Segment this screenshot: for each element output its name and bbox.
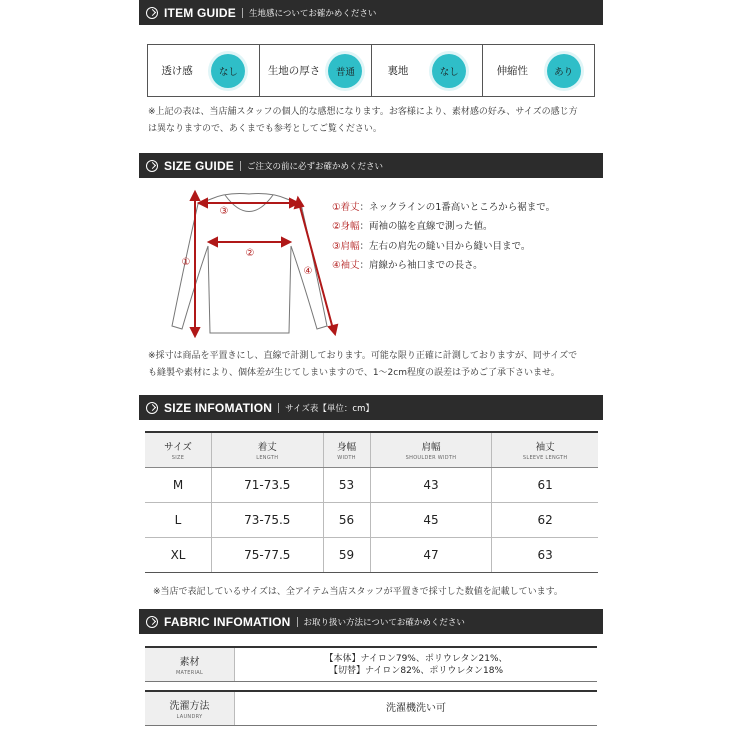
fabric-info-title: FABRIC INFOMATION [164, 614, 291, 629]
size-guide-title: SIZE GUIDE [164, 158, 235, 173]
point-width [332, 216, 600, 236]
point-sleeve [332, 255, 600, 275]
cell-width: 56 [323, 502, 370, 537]
size-info-note: ※当店で表記しているサイズは、全アイテム当店スタッフが平置きで採寸した数値を記載しています。 [153, 587, 563, 597]
point-key: ④袖丈 [332, 260, 360, 272]
point-shoulder [332, 235, 600, 255]
cell-length: 75-77.5 [212, 537, 323, 572]
guide-cell-lining [372, 45, 484, 96]
cell-sleeve: 61 [492, 467, 598, 502]
chevron-right-circle-icon [146, 402, 158, 414]
fabric-info-header [139, 609, 603, 634]
guide-badge: 普通 [328, 54, 362, 88]
guide-badge: なし [211, 54, 245, 88]
chevron-right-circle-icon [146, 616, 158, 628]
laundry-value: 洗濯機洗い可 [234, 692, 597, 725]
divider [240, 161, 241, 171]
note-line: は異なりますので、あくまでも参考としてご覧ください。 [148, 124, 382, 134]
material-label-en: MATERIAL [175, 670, 204, 676]
cell-size: M [145, 467, 212, 502]
point-text: ：肩線から袖口までの長さ。 [359, 260, 483, 272]
size-guide-header [139, 153, 603, 178]
size-table [145, 431, 598, 573]
point-key: ①着丈 [332, 201, 360, 213]
cell-length: 71-73.5 [212, 467, 323, 502]
material-line: 【切替】ナイロン82%、ポリウレタン18% [328, 665, 504, 676]
table-row [145, 467, 598, 502]
guide-cell-thickness [260, 45, 372, 96]
table-header-row [145, 432, 598, 467]
shirt-diagram [155, 186, 340, 338]
table-row [145, 502, 598, 537]
size-info-header [139, 395, 603, 420]
item-guide-table [147, 44, 595, 97]
guide-label: 透け感 [161, 65, 193, 77]
cell-size: XL [145, 537, 212, 572]
laundry-row [145, 690, 597, 726]
point-key: ③肩幅 [332, 240, 360, 252]
material-value [234, 648, 597, 681]
material-header [145, 648, 234, 681]
cell-sleeve: 63 [492, 537, 598, 572]
divider [297, 617, 298, 627]
note-line: も縫製や素材により、個体差が生じてしまいますので、1～2cm程度の誤差は予めご了承下さいませ。 [148, 368, 560, 378]
size-info-title: SIZE INFOMATION [164, 400, 273, 415]
guide-cell-stretch [483, 45, 594, 96]
chevron-right-circle-icon [146, 160, 158, 172]
item-guide-subtitle: 生地感についてお確かめください [249, 8, 377, 19]
size-guide-subtitle: ご注文の前に必ずお確かめください [247, 161, 384, 172]
laundry-label: 洗濯方法 [169, 701, 210, 712]
cell-shoulder: 47 [370, 537, 492, 572]
col-length: 着丈 LENGTH [212, 432, 323, 467]
cell-width: 53 [323, 467, 370, 502]
laundry-header [145, 692, 234, 725]
material-line: 【本体】ナイロン79%、ポリウレタン21%、 [324, 653, 508, 664]
cell-size: L [145, 502, 212, 537]
guide-label: 生地の厚さ [267, 65, 321, 77]
point-text: ：両袖の脇を直線で測った値。 [359, 221, 493, 233]
item-guide-title: ITEM GUIDE [164, 5, 237, 20]
cell-shoulder: 45 [370, 502, 492, 537]
marker-width: ② [245, 248, 255, 259]
point-text: ：左右の肩先の縫い目から縫い目まで。 [359, 240, 531, 252]
laundry-label-en: LAUNDRY [176, 714, 203, 720]
cell-width: 59 [323, 537, 370, 572]
point-key: ②身幅 [332, 221, 360, 233]
col-width: 身幅 WIDTH [323, 432, 370, 467]
size-info-subtitle: サイズ表【単位：cm】 [285, 403, 374, 414]
note-line: ※採寸は商品を平置きにし、直線で計測しております。可能な限り正確に計測しておりますが、同サイズで [148, 351, 578, 361]
marker-shoulder: ③ [219, 206, 229, 217]
chevron-right-circle-icon [146, 7, 158, 19]
note-line: ※上記の表は、当店舗スタッフの個人的な感想になります。お客様により、素材感の好み、サイズの感じ方 [148, 107, 578, 117]
material-label: 素材 [179, 657, 200, 668]
marker-length: ① [181, 257, 191, 268]
guide-badge: あり [547, 54, 581, 88]
cell-shoulder: 43 [370, 467, 492, 502]
item-guide-header [139, 0, 603, 25]
fabric-info-subtitle: お取り扱い方法についてお確かめください [303, 617, 465, 628]
item-guide-note [148, 104, 600, 138]
marker-sleeve: ④ [303, 266, 313, 277]
col-sleeve: 袖丈 SLEEVE LENGTH [492, 432, 598, 467]
col-size: サイズ SIZE [145, 432, 212, 467]
cell-length: 73-75.5 [212, 502, 323, 537]
material-row [145, 646, 597, 682]
point-length [332, 196, 600, 216]
guide-label: 裏地 [387, 65, 409, 77]
guide-label: 伸縮性 [496, 65, 529, 77]
measurement-points [332, 196, 600, 274]
guide-cell-sheerness [148, 45, 260, 96]
size-guide-note [148, 348, 600, 382]
cell-sleeve: 62 [492, 502, 598, 537]
point-text: ：ネックラインの1番高いところから裾まで。 [359, 201, 556, 213]
guide-badge: なし [432, 54, 466, 88]
table-row [145, 537, 598, 572]
col-shoulder: 肩幅 SHOULDER WIDTH [370, 432, 492, 467]
divider [278, 403, 279, 413]
divider [242, 8, 243, 18]
